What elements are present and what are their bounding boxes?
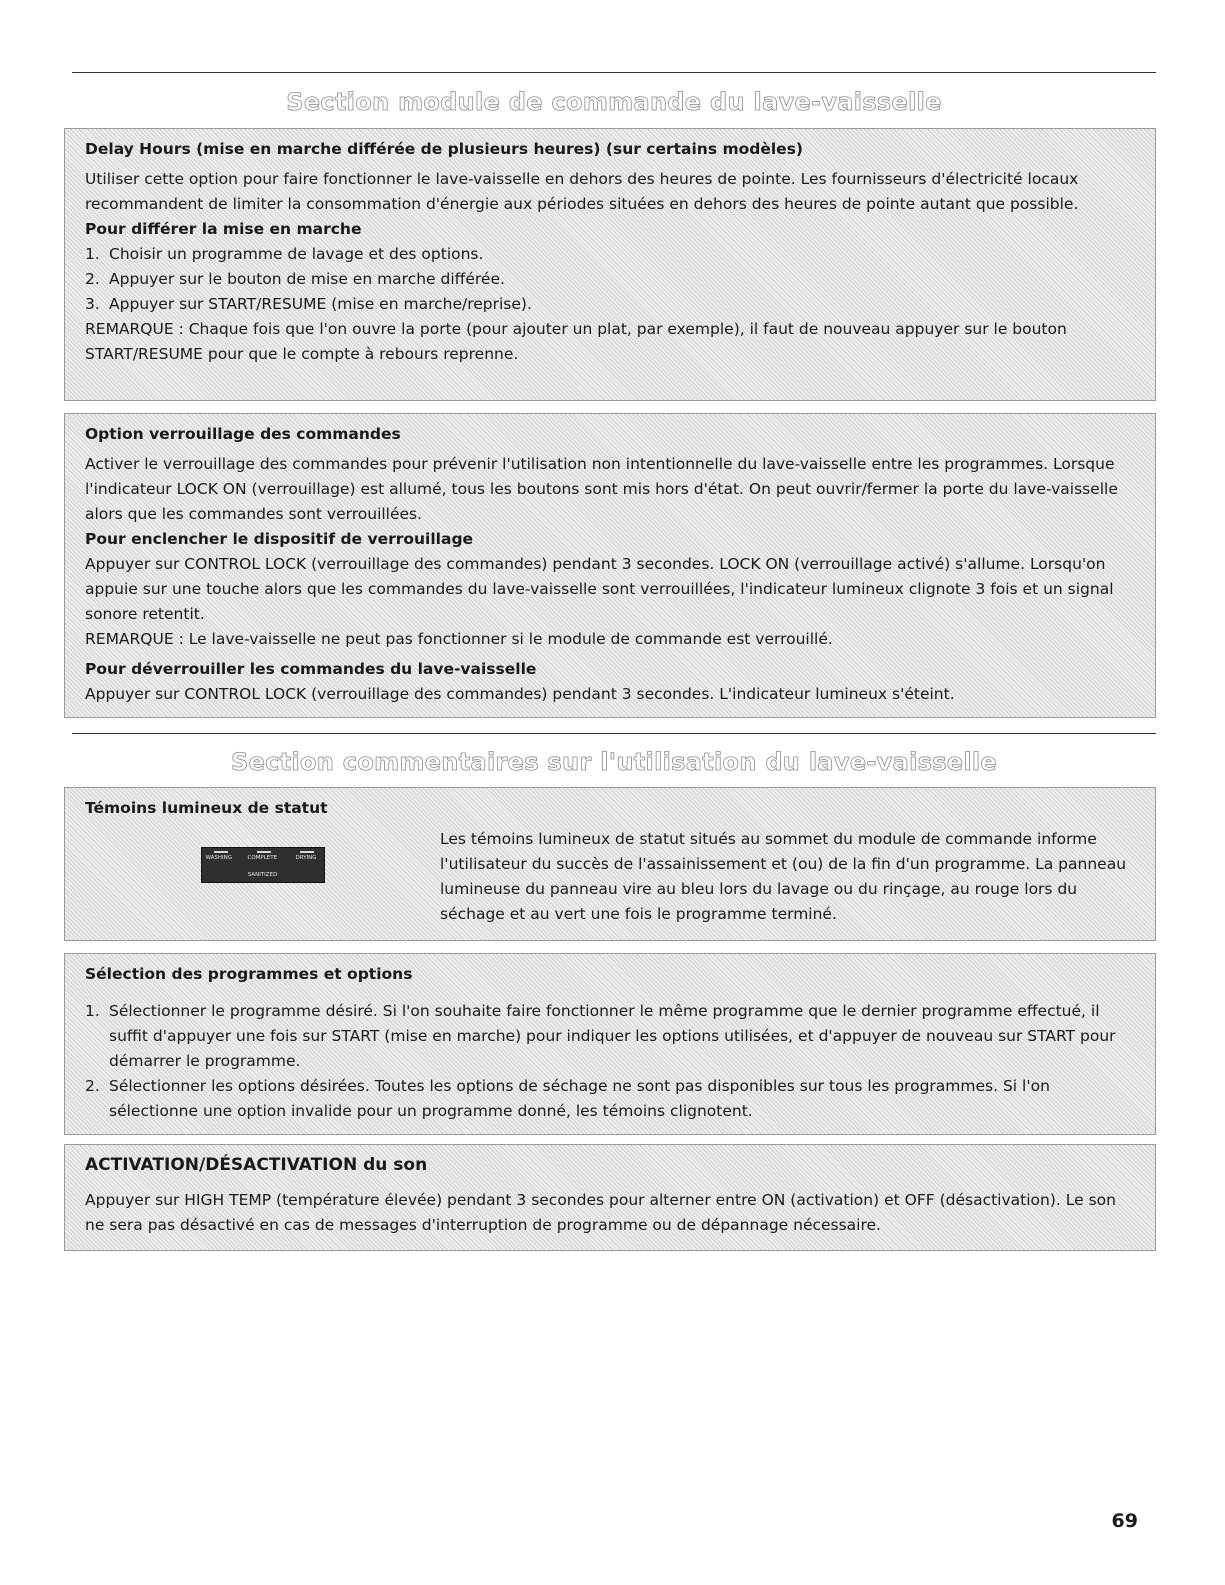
list-item xyxy=(85,242,1135,267)
panel-label-washing: WASHING xyxy=(205,855,233,861)
panel-label-complete: COMPLETE xyxy=(247,855,278,861)
panel-label-sanitized: SANITIZED xyxy=(247,872,278,878)
list-item xyxy=(85,267,1135,292)
step-text: Appuyer sur START/RESUME (mise en marche/reprise). xyxy=(109,295,532,313)
status-lights-heading: Témoins lumineux de statut xyxy=(85,799,328,817)
step-text: Choisir un programme de lavage et des options. xyxy=(109,245,484,263)
step-number: 3. xyxy=(85,295,100,313)
panel-label-drying: DRYING xyxy=(295,855,317,861)
status-lights-box xyxy=(64,787,1156,941)
section-title-usage-comments: Section commentaires sur l'utilisation du lave-vaisselle xyxy=(230,748,997,776)
page-number: 69 xyxy=(1111,1510,1138,1532)
control-lock-heading: Option verrouillage des commandes xyxy=(85,425,401,443)
control-lock-box xyxy=(64,413,1156,718)
program-selection-heading: Sélection des programmes et options xyxy=(85,965,413,983)
status-lights-text: Les témoins lumineux de statut situés au sommet du module de commande informe l'utilisateur du succès de l'assainissement et (ou) de la fin d'un programme. La panneau lumineuse du panneau vire au bleu lors du lavage ou du rinçage, au rouge lors du séchage et au vert une fois le programme terminé. xyxy=(440,830,1127,923)
sound-toggle-text: Appuyer sur HIGH TEMP (température élevée) pendant 3 secondes pour alterner entre ON (activation) et OFF (désactivation). Le son ne sera pas désactivé en cas de messages d'interruption de programme ou de dépannage nécessaire. xyxy=(85,1191,1116,1234)
sound-toggle-box xyxy=(64,1144,1156,1251)
list-item xyxy=(85,1074,1135,1124)
list-item xyxy=(85,999,1135,1074)
step-text: Sélectionner les options désirées. Toutes les options de séchage ne sont pas disponibles sur tous les programmes. Si l'on sélectionne une option invalide pour un programme donné, les témoins clignotent. xyxy=(109,1077,1050,1120)
step-number: 1. xyxy=(85,1002,100,1020)
control-lock-note: REMARQUE : Le lave-vaisselle ne peut pas fonctionner si le module de commande est verrouillé. xyxy=(85,630,833,648)
lock-enable-subheading: Pour enclencher le dispositif de verrouillage xyxy=(85,530,474,548)
step-number: 2. xyxy=(85,270,100,288)
lock-disable-text: Appuyer sur CONTROL LOCK (verrouillage des commandes) pendant 3 secondes. L'indicateur lumineux s'éteint. xyxy=(85,685,955,703)
status-panel-image xyxy=(201,847,325,883)
lock-disable-subheading: Pour déverrouiller les commandes du lave-vaisselle xyxy=(85,660,537,678)
delay-hours-note: REMARQUE : Chaque fois que l'on ouvre la porte (pour ajouter un plat, par exemple), il faut de nouveau appuyer sur le bouton START/RESUME pour que le compte à rebours reprenne. xyxy=(85,320,1067,363)
list-item xyxy=(85,292,1135,317)
delay-hours-subheading: Pour différer la mise en marche xyxy=(85,220,362,238)
step-number: 2. xyxy=(85,1077,100,1095)
delay-hours-heading: Delay Hours (mise en marche différée de plusieurs heures) (sur certains modèles) xyxy=(85,140,804,158)
section-title-control-module: Section module de commande du lave-vaisselle xyxy=(286,88,942,116)
delay-hours-intro: Utiliser cette option pour faire fonctionner le lave-vaisselle en dehors des heures de pointe. Les fournisseurs d'électricité locaux recommandent de limiter la consommation d'énergie aux périodes situées en dehors des heures de pointe autant que possible. xyxy=(85,170,1079,213)
delay-hours-box xyxy=(64,128,1156,401)
lock-enable-text: Appuyer sur CONTROL LOCK (verrouillage des commandes) pendant 3 secondes. LOCK ON (verrouillage activé) s'allume. Lorsqu'on appuie sur une touche alors que les commandes du lave-vaisselle sont verrouillées, l'indicateur lumineux clignote 3 fois et un signal sonore retentit. xyxy=(85,555,1114,623)
sound-toggle-heading: ACTIVATION/DÉSACTIVATION du son xyxy=(85,1155,428,1175)
program-selection-box xyxy=(64,953,1156,1135)
middle-rule xyxy=(72,733,1156,734)
top-rule xyxy=(72,72,1156,73)
step-text: Sélectionner le programme désiré. Si l'on souhaite faire fonctionner le même programme que le dernier programme effectué, il suffit d'appuyer une fois sur START (mise en marche) pour indiquer les options utilisées, et d'appuyer de nouveau sur START pour démarrer le programme. xyxy=(109,1002,1116,1070)
step-text: Appuyer sur le bouton de mise en marche différée. xyxy=(109,270,505,288)
control-lock-intro: Activer le verrouillage des commandes pour prévenir l'utilisation non intentionnelle du lave-vaisselle entre les programmes. Lorsque l'indicateur LOCK ON (verrouillage) est allumé, tous les boutons sont mis hors d'état. On peut ouvrir/fermer la porte du lave-vaisselle alors que les commandes sont verrouillées. xyxy=(85,455,1118,523)
step-number: 1. xyxy=(85,245,100,263)
